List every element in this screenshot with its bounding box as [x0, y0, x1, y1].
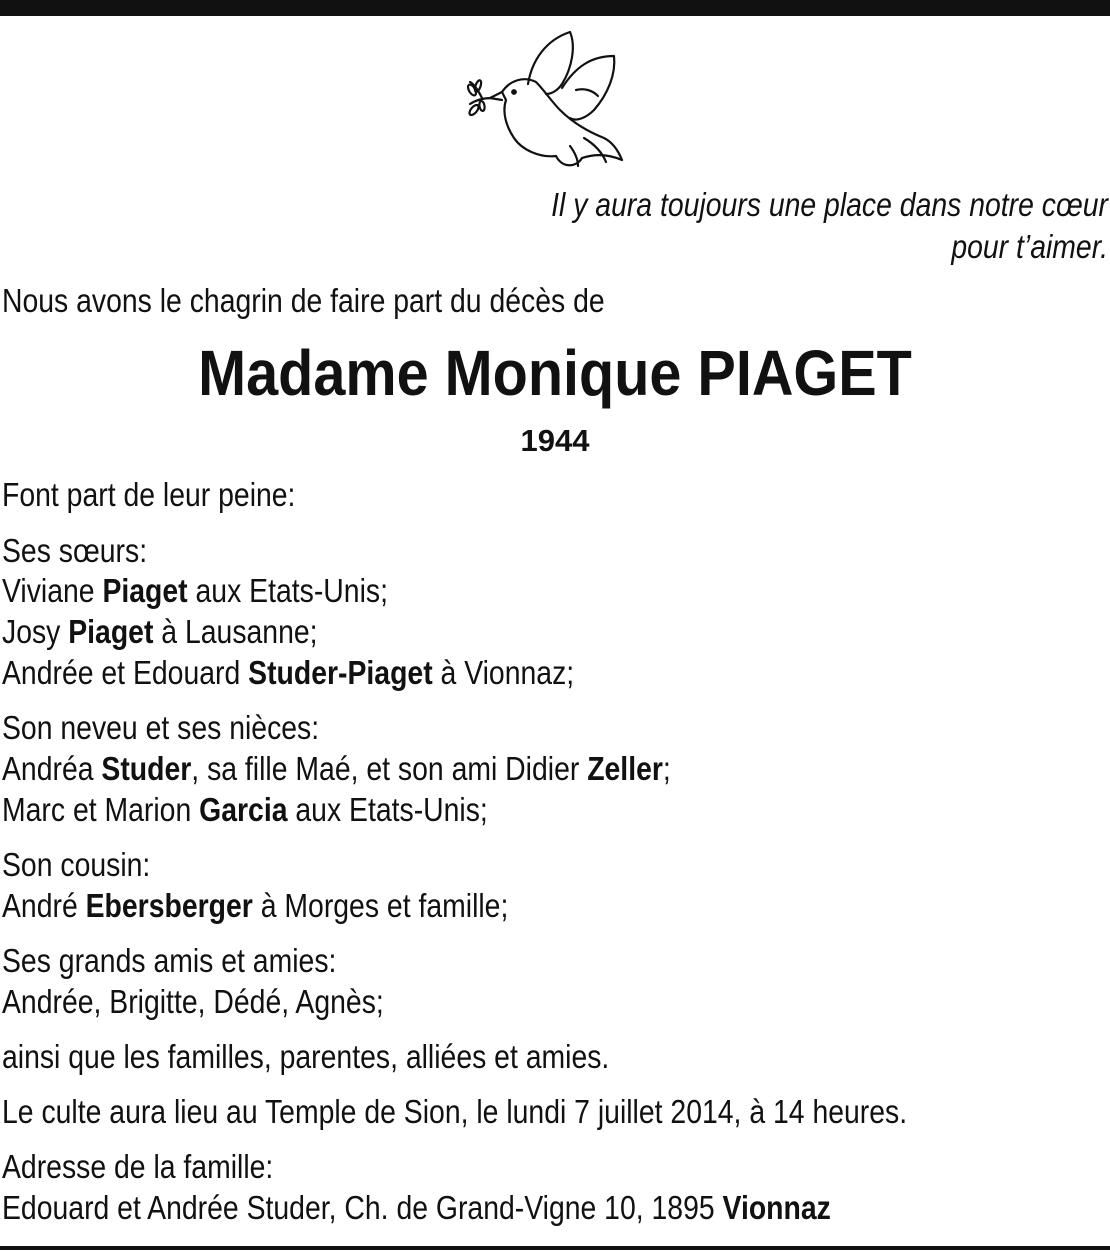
intro-text: Nous avons le chagrin de faire part du décès de	[2, 282, 605, 319]
quote-line-1: Il y aura toujours une place dans notre cœur	[551, 186, 1108, 223]
service-text: Le culte aura lieu au Temple de Sion, le lundi 7 juillet 2014, à 14 heures.	[2, 1093, 908, 1130]
nephew-line-1: Andréa Studer, sa fille Maé, et son ami Didier Zeller;	[2, 750, 671, 787]
nephew-line-2: Marc et Marion Garcia aux Etats-Unis;	[2, 791, 488, 828]
quote-line-2: pour t’aimer.	[951, 228, 1108, 265]
sister-line-1: Viviane Piaget aux Etats-Unis;	[2, 572, 388, 609]
address-heading: Adresse de la famille:	[2, 1148, 274, 1185]
epitaph-quote	[454, 184, 1108, 268]
bottom-border	[0, 1246, 1110, 1250]
deceased-name: Madame Monique PIAGET	[198, 337, 912, 409]
nephews-heading: Son neveu et ses nièces:	[2, 709, 320, 746]
address-line-1: Edouard et Andrée Studer, Ch. de Grand-Vigne 10, 1895 Vionnaz	[2, 1189, 831, 1226]
families-text: ainsi que les familles, parentes, alliées et amies.	[2, 1038, 610, 1075]
dove-icon	[466, 26, 628, 170]
friends-line-1: Andrée, Brigitte, Dédé, Agnès;	[2, 983, 384, 1020]
cousin-heading: Son cousin:	[2, 846, 151, 883]
sister-line-3: Andrée et Edouard Studer-Piaget à Vionnaz;	[2, 654, 575, 691]
sisters-heading: Ses sœurs:	[2, 532, 148, 569]
birth-year: 1944	[520, 423, 590, 458]
friends-heading: Ses grands amis et amies:	[2, 942, 337, 979]
font-part-text: Font part de leur peine:	[2, 476, 296, 513]
top-border	[0, 0, 1110, 16]
cousin-line-1: André Ebersberger à Morges et famille;	[2, 887, 509, 924]
sister-line-2: Josy Piaget à Lausanne;	[2, 613, 318, 650]
